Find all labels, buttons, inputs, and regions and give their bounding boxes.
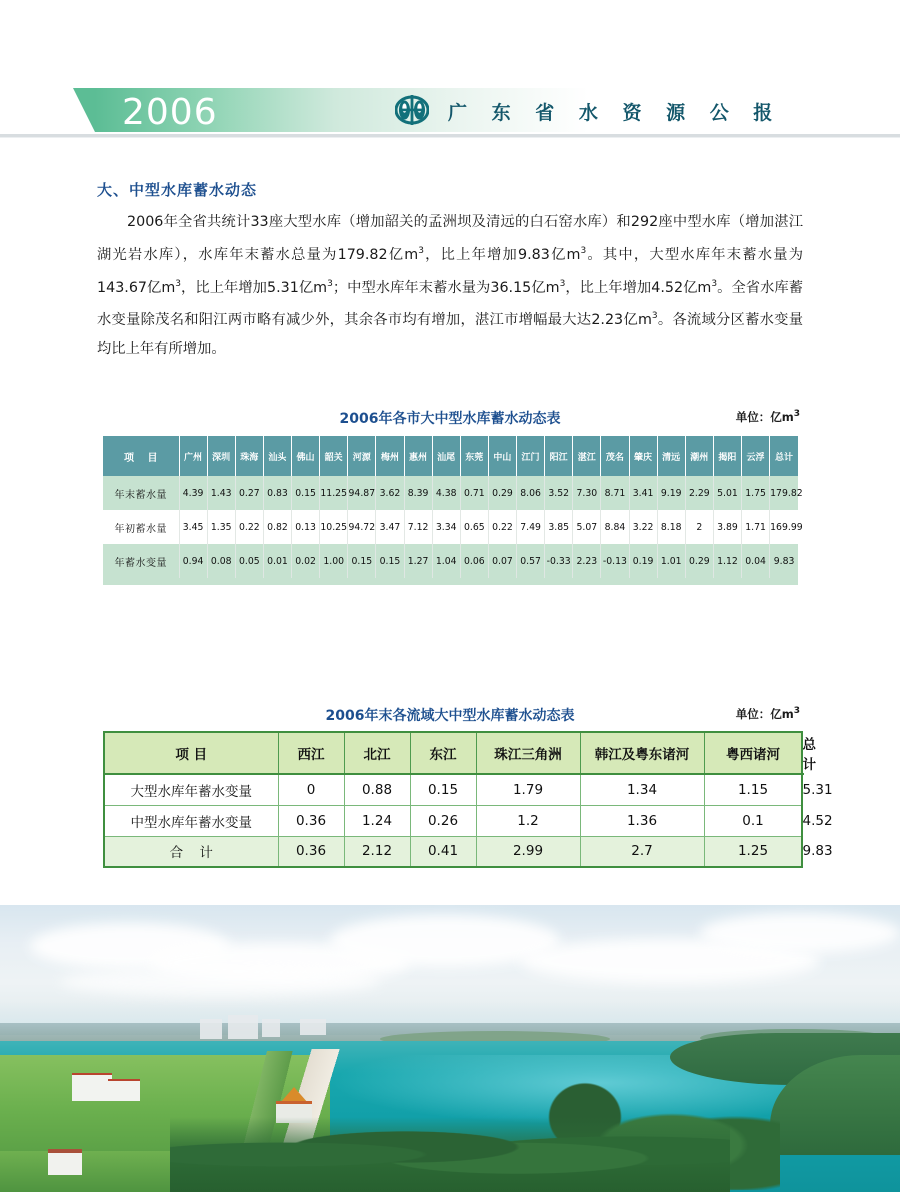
table1-cell: 9.19: [657, 476, 685, 510]
table1-col-header: 茂名: [601, 436, 629, 476]
table2-cell: 0.1: [704, 805, 802, 836]
table1-col-header: 韶关: [320, 436, 348, 476]
photo-building: [72, 1073, 112, 1101]
table-row: [103, 476, 798, 510]
table1-cell: 2.23: [573, 544, 601, 578]
table1-col-header: 汕尾: [432, 436, 460, 476]
table1-cell: 10.25: [320, 510, 348, 544]
table1-cell: 3.34: [432, 510, 460, 544]
unit-superscript: 3: [580, 246, 587, 256]
table1-row-label: 年初蓄水量: [103, 510, 179, 544]
water-resources-emblem-icon: [395, 94, 429, 126]
table1-cell: 8.39: [404, 476, 432, 510]
photo-foreground-trees: [170, 1117, 730, 1192]
table1-col-header: 珠海: [235, 436, 263, 476]
table1-cell: -0.13: [601, 544, 629, 578]
table1-cell: 7.49: [517, 510, 545, 544]
table1-col-header: 潮州: [685, 436, 713, 476]
table1-cell: 8.18: [657, 510, 685, 544]
reservoir-storage-by-basin-table: [103, 731, 833, 868]
table1-cell: 0.83: [263, 476, 291, 510]
table1-title: 2006年各市大中型水库蓄水动态表: [339, 411, 561, 427]
table1-cell: 3.62: [376, 476, 404, 510]
table1-unit-sup: 3: [793, 409, 800, 420]
header-rule-light: [0, 137, 900, 138]
table2-unit-label: 单位：: [735, 707, 771, 721]
table1-cell: 94.72: [348, 510, 376, 544]
table1-cell: 1.00: [320, 544, 348, 578]
table1-cell: 1.43: [207, 476, 235, 510]
photo-far-building: [262, 1019, 280, 1037]
table1-cell: 5.01: [713, 476, 741, 510]
table1-cell: 3.22: [629, 510, 657, 544]
section-title: 大、中型水库蓄水动态: [97, 181, 258, 199]
table1-cell: 0.94: [179, 544, 207, 578]
table2-col-header: 韩江及粤东诸河: [580, 732, 704, 774]
table1-row-label: 年末蓄水量: [103, 476, 179, 510]
table2-col-header: 珠江三角洲: [476, 732, 580, 774]
table1-col-header: 肇庆: [629, 436, 657, 476]
table1-footer-band: [103, 578, 798, 585]
table1-cell: 0.27: [235, 476, 263, 510]
table1-cell: 2.29: [685, 476, 713, 510]
table1-cell: 7.30: [573, 476, 601, 510]
table1-header-row: [103, 436, 798, 476]
table2-cell: 2.12: [344, 836, 410, 867]
photo-building: [108, 1079, 140, 1101]
table-row: [103, 510, 798, 544]
photo-cloud: [700, 913, 900, 953]
table1-cell: 0.13: [292, 510, 320, 544]
table1-cell: 1.12: [713, 544, 741, 578]
table-row: 大型水库年蓄水变量 0 0.88 0.15 1.79 1.34 1.15 5.31: [104, 774, 802, 805]
table2-cell: 0: [278, 774, 344, 805]
table2-cell: 0.41: [410, 836, 476, 867]
table1-col-header: 深圳: [207, 436, 235, 476]
table1-row-label: 年蓄水变量: [103, 544, 179, 578]
table2-header-row: 项 目 西江 北江 东江 珠江三角洲 韩江及粤东诸河 粤西诸河 总计: [104, 732, 802, 774]
table1-cell: 169.99: [770, 510, 798, 544]
table1-col-header: 揭阳: [713, 436, 741, 476]
table2-col-header: 粤西诸河: [704, 732, 802, 774]
table1-col-header: 湛江: [573, 436, 601, 476]
table1-cell: 0.08: [207, 544, 235, 578]
table1-cell: 3.52: [545, 476, 573, 510]
publication-title: 广 东 省 水 资 源 公 报: [448, 102, 782, 124]
photo-far-building: [200, 1019, 222, 1039]
table2-cell: 0.36: [278, 805, 344, 836]
table1-cell: 0.22: [235, 510, 263, 544]
table1-cell: 0.29: [488, 476, 516, 510]
reservoir-storage-by-city-table: [103, 436, 803, 578]
table1-unit-value: 亿m: [770, 410, 794, 424]
table2-cell: 1.2: [476, 805, 580, 836]
table2-cell: 2.99: [476, 836, 580, 867]
table1-cell: 0.15: [292, 476, 320, 510]
table2-row-label: 大型水库年蓄水变量: [104, 774, 278, 805]
table2-unit: [640, 706, 800, 722]
unit-superscript: 3: [711, 278, 718, 289]
unit-superscript: 3: [559, 278, 566, 289]
table2-title: 2006年末各流域大中型水库蓄水动态表: [325, 708, 575, 724]
table2-unit-sup: 3: [793, 706, 800, 717]
table1-col-header: 清远: [657, 436, 685, 476]
table1-col-header: 惠州: [404, 436, 432, 476]
table2-unit-value: 亿m: [770, 707, 794, 721]
table1-col-header: 云浮: [742, 436, 770, 476]
table1-cell: 94.87: [348, 476, 376, 510]
table2-cell: 1.79: [476, 774, 580, 805]
body-paragraph: 2006年全省共统计33座大型水库（增加韶关的孟洲坝及清远的白石窑水库）和292座中型水库（增加湛江湖光岩水库），水库年末蓄水总量为179.82亿$m^3$，比上年增加9.83亿$m^3$。其中，大型水库年末蓄水量为143.67亿$m^3$，比上年增加5.31亿$m^3$；中型水库年末蓄水量为36.15亿$m^3$，比上年增加4.52亿$m^3$。全省水库蓄水变量除茂名和阳江两市略有减少外，其余各市均有增加，湛江市增幅最大达2.23亿$m^3$。各流域分区蓄水变量均比上年有所增加。: [97, 214, 804, 358]
table2-cell: 0.36: [278, 836, 344, 867]
table2-row-label: 中型水库年蓄水变量: [104, 805, 278, 836]
table1-cell: 1.71: [742, 510, 770, 544]
unit-superscript: 3: [651, 311, 658, 322]
reservoir-landscape-photo: [0, 905, 900, 1192]
table1-col-header: 项 目: [103, 436, 179, 476]
table1-cell: -0.33: [545, 544, 573, 578]
table2-wrapper: [103, 731, 833, 868]
table2-cell: 1.24: [344, 805, 410, 836]
table1-unit-label: 单位：: [735, 410, 771, 424]
table1-cell: 0.15: [376, 544, 404, 578]
photo-small-building: [48, 1149, 82, 1175]
table2-cell: 0.26: [410, 805, 476, 836]
table1-cell: 0.15: [348, 544, 376, 578]
table1-cell: 0.04: [742, 544, 770, 578]
table1-cell: 0.02: [292, 544, 320, 578]
table1-cell: 4.39: [179, 476, 207, 510]
table1-cell: 0.05: [235, 544, 263, 578]
table2-cell: 0.88: [344, 774, 410, 805]
unit-superscript: 3: [175, 278, 182, 289]
table2-cell: 1.34: [580, 774, 704, 805]
table1-col-header: 佛山: [292, 436, 320, 476]
table1-cell: 11.25: [320, 476, 348, 510]
photo-cloud: [60, 967, 380, 997]
table2-cell: 2.7: [580, 836, 704, 867]
table2-col-header: 北江: [344, 732, 410, 774]
table1-cell: 5.07: [573, 510, 601, 544]
table1-cell: 0.07: [488, 544, 516, 578]
table1-cell: 1.75: [742, 476, 770, 510]
table1-cell: 0.19: [629, 544, 657, 578]
table1-cell: 9.83: [770, 544, 798, 578]
photo-far-building: [228, 1015, 258, 1039]
table1-cell: 0.57: [517, 544, 545, 578]
table-row: [103, 544, 798, 578]
table1-col-header: 阳江: [545, 436, 573, 476]
table1-cell: 4.38: [432, 476, 460, 510]
table2-col-header: 项 目: [104, 732, 278, 774]
table2-body: [104, 774, 833, 867]
unit-superscript: 3: [418, 246, 424, 256]
table-row: 合 计 0.36 2.12 0.41 2.99 2.7 1.25 9.83: [104, 836, 802, 867]
table1-cell: 0.71: [460, 476, 488, 510]
table1-col-header: 中山: [488, 436, 516, 476]
table1-col-header: 汕头: [263, 436, 291, 476]
table1-cell: 2: [685, 510, 713, 544]
table2-cell: 1.15: [704, 774, 802, 805]
table1-col-header: 广州: [179, 436, 207, 476]
table1-body: [103, 476, 803, 578]
table1-cell: 0.65: [460, 510, 488, 544]
table1-cell: 1.27: [404, 544, 432, 578]
table1-unit: [640, 409, 800, 425]
table1-cell: 7.12: [404, 510, 432, 544]
table1-cell: 8.06: [517, 476, 545, 510]
table1-col-header: 江门: [517, 436, 545, 476]
table2-cell: 0.15: [410, 774, 476, 805]
table1-col-header: 梅州: [376, 436, 404, 476]
table1-cell: 3.45: [179, 510, 207, 544]
table1-cell: 8.71: [601, 476, 629, 510]
table1-cell: 3.89: [713, 510, 741, 544]
table1-col-header: 总计: [770, 436, 798, 476]
header-year: 2006: [122, 92, 218, 133]
table1-wrapper: [103, 436, 803, 578]
table-row: 中型水库年蓄水变量 0.36 1.24 0.26 1.2 1.36 0.1 4.52: [104, 805, 802, 836]
table1-col-header: 东莞: [460, 436, 488, 476]
table1-cell: 1.04: [432, 544, 460, 578]
table2-col-header: 东江: [410, 732, 476, 774]
table1-cell: 3.85: [545, 510, 573, 544]
table2-col-header: 西江: [278, 732, 344, 774]
table2-cell: 1.36: [580, 805, 704, 836]
table1-cell: 1.01: [657, 544, 685, 578]
table1-cell: 0.29: [685, 544, 713, 578]
table2-cell: 1.25: [704, 836, 802, 867]
table1-col-header: 河源: [348, 436, 376, 476]
table1-cell: 3.47: [376, 510, 404, 544]
table1-cell: 0.22: [488, 510, 516, 544]
table1-cell: 3.41: [629, 476, 657, 510]
table1-cell: 0.82: [263, 510, 291, 544]
table1-cell: 0.01: [263, 544, 291, 578]
table1-cell: 8.84: [601, 510, 629, 544]
table1-cell: 179.82: [770, 476, 798, 510]
page-header: [0, 88, 900, 144]
photo-far-building: [300, 1019, 326, 1035]
unit-superscript: 3: [327, 278, 333, 289]
table1-cell: 0.06: [460, 544, 488, 578]
table2-row-label: 合 计: [104, 836, 278, 867]
table1-cell: 1.35: [207, 510, 235, 544]
